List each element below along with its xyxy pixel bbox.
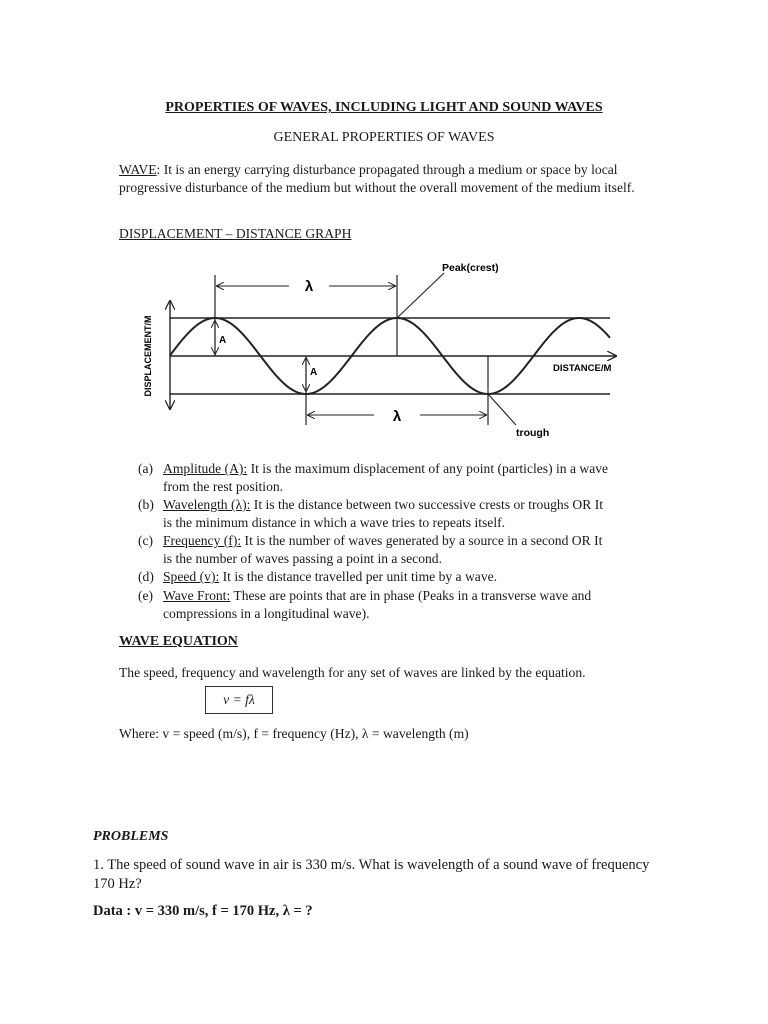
definition-letter: (b) — [138, 497, 154, 512]
definition-continuation: is the minimum distance in which a wave tries to repeats itself. — [163, 515, 506, 530]
trough-pointer — [488, 394, 516, 425]
equation-box: v = fλ — [205, 686, 273, 714]
equation-legend: Where: v = speed (m/s), f = frequency (Hz), λ = wavelength (m) — [119, 726, 469, 741]
definition-speed — [138, 568, 658, 586]
definition-text: It is the distance between two successive crests or troughs OR It — [250, 497, 604, 512]
definition-text: It is the number of waves generated by a source in a second OR It — [241, 533, 603, 548]
x-axis-label: DISTANCE/M — [553, 363, 612, 374]
y-axis-label: DISPLACEMENT/M — [143, 315, 153, 397]
definition-term: Speed (v): — [163, 569, 220, 584]
definition-amplitude — [138, 460, 658, 496]
definition-wave-front — [138, 587, 658, 623]
problem-data-1: Data : v = 330 m/s, f = 170 Hz, λ = ? — [93, 903, 313, 919]
definition-letter: (d) — [138, 569, 154, 584]
graph-heading: DISPLACEMENT – DISTANCE GRAPH — [119, 226, 352, 241]
definition-continuation: is the number of waves passing a point in a second. — [163, 551, 442, 566]
definition-letter: (a) — [138, 461, 154, 476]
section-subtitle: GENERAL PROPERTIES OF WAVES — [273, 130, 495, 145]
definition-letter: (e) — [138, 588, 154, 603]
definition-wavelength — [138, 496, 658, 532]
amplitude-label: A — [219, 335, 227, 346]
definition-continuation: from the rest position. — [163, 479, 284, 494]
amplitude-label-2: A — [310, 367, 318, 378]
definition-text: These are points that are in phase (Peaks in a transverse wave and — [230, 588, 592, 603]
wave-equation-heading: WAVE EQUATION — [119, 634, 238, 649]
wave-definition — [119, 161, 639, 197]
definition-letter: (c) — [138, 533, 154, 548]
wave-definition-text: : It is an energy carrying disturbance propagated through a medium or space by local progressive disturbance of the medium but without the overall movement of the medium itself. — [119, 162, 635, 195]
definition-term: Wavelength (λ): — [163, 497, 251, 512]
problems-heading: PROBLEMS — [93, 829, 169, 844]
wavelength-symbol-bottom: λ — [392, 408, 402, 425]
definition-text: It is the maximum displacement of any point (particles) in a wave — [247, 461, 609, 476]
definition-text: It is the distance travelled per unit time by a wave. — [219, 569, 498, 584]
displacement-distance-graph — [138, 255, 628, 445]
definition-continuation: compressions in a longitudinal wave). — [163, 606, 370, 621]
definition-frequency — [138, 532, 658, 568]
definition-term: Amplitude (A): — [163, 461, 248, 476]
definition-term: Frequency (f): — [163, 533, 242, 548]
definition-term: Wave Front: — [163, 588, 231, 603]
peak-pointer — [397, 273, 444, 318]
peak-label: Peak(crest) — [442, 262, 499, 274]
trough-label: trough — [516, 427, 550, 439]
problem-question-1: 1. The speed of sound wave in air is 330 m/s. What is wavelength of a sound wave of frequency 170 Hz? — [93, 857, 650, 892]
wave-term: WAVE — [119, 162, 157, 177]
page-title: PROPERTIES OF WAVES, INCLUDING LIGHT AND SOUND WAVES — [165, 100, 603, 115]
wavelength-symbol-top: λ — [304, 278, 314, 295]
wave-equation-intro: The speed, frequency and wavelength for any set of waves are linked by the equation. — [119, 665, 586, 680]
